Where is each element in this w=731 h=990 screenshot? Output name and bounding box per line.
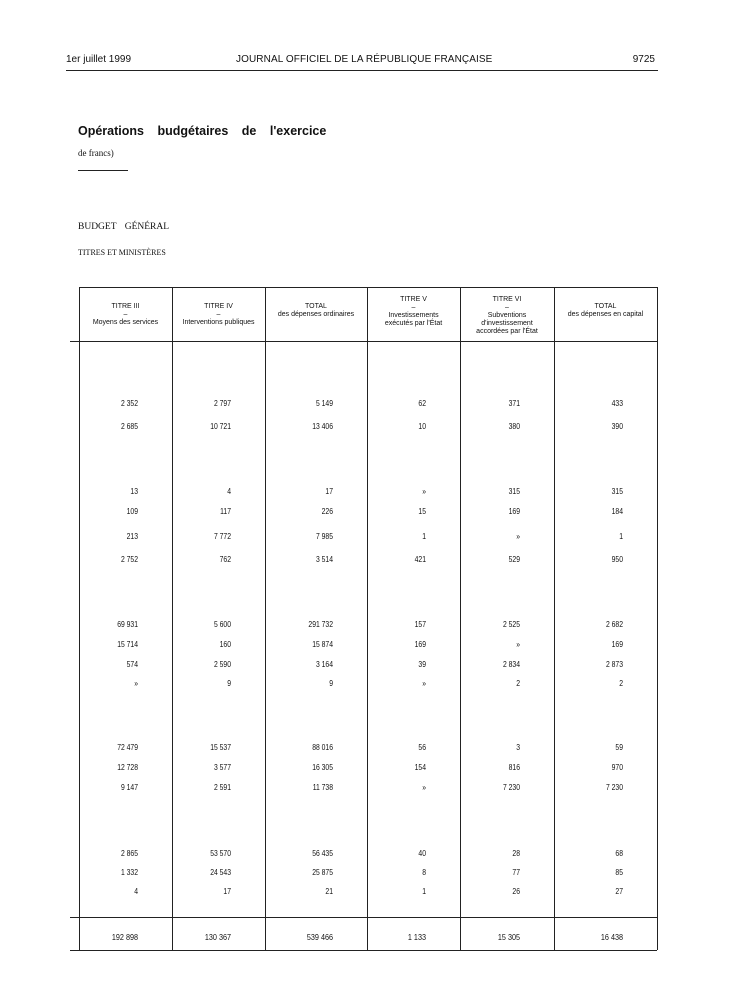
column-header-line: Moyens des services (92, 319, 159, 326)
table-cell: » (516, 640, 520, 649)
subsection-heading: TITRES ET MINISTÈRES (78, 248, 166, 257)
table-cell: 117 (220, 507, 231, 516)
column-header-line: TOTAL (594, 303, 617, 310)
table-cell: 8 (422, 868, 426, 877)
column-header-line: accordées par l'État (476, 328, 538, 335)
table-cell: 12 728 (117, 763, 138, 772)
table-cell: 169 (414, 640, 426, 649)
table-cell: 390 (611, 422, 623, 431)
table-cell: » (422, 487, 426, 496)
column-divider (657, 287, 658, 950)
column-header-line: – (411, 304, 416, 311)
total-cell: 130 367 (204, 932, 231, 942)
table-cell: 17 (325, 487, 333, 496)
column-header-line: TITRE IV (204, 303, 233, 310)
table-cell: 72 479 (117, 743, 138, 752)
table-cell: 15 714 (117, 640, 138, 649)
table-cell: 2 797 (213, 399, 231, 408)
table-cell: 10 (418, 422, 426, 431)
table-cell: 1 (422, 532, 426, 541)
table-cell: 2 352 (120, 399, 138, 408)
column-header-line: – (123, 311, 128, 318)
column-header (172, 303, 265, 327)
table-cell: 762 (219, 555, 231, 564)
column-divider (554, 287, 555, 950)
table-cell: 574 (126, 660, 138, 669)
header-date: 1er juillet 1999 (66, 54, 132, 65)
table-cell: 2 873 (605, 660, 623, 669)
table-cell: 5 600 (213, 620, 231, 629)
column-divider (460, 287, 461, 950)
header-page-number: 9725 (632, 54, 655, 65)
table-cell: 15 537 (210, 743, 231, 752)
table-cell: 4 (227, 487, 231, 496)
document-subtitle: de francs) (78, 148, 114, 158)
table-cell: 15 (418, 507, 426, 516)
table-cell: 2 834 (502, 660, 520, 669)
table-cell: 169 (508, 507, 520, 516)
column-header-line: Interventions publiques (182, 319, 255, 326)
column-header-line: TITRE III (111, 303, 140, 310)
table-cell: 7 230 (502, 783, 520, 792)
table-cell: » (422, 679, 426, 688)
table-cell: 69 931 (117, 620, 138, 629)
column-header (554, 303, 657, 319)
table-cell: » (422, 783, 426, 792)
table-cell: 53 570 (210, 849, 231, 858)
column-header-line: TITRE V (400, 296, 427, 303)
table-cell: 157 (414, 620, 426, 629)
table-cell: 9 147 (120, 783, 138, 792)
table-cell: 226 (321, 507, 333, 516)
table-cell: 7 772 (213, 532, 231, 541)
table-cell: 2 525 (502, 620, 520, 629)
table-cell: 15 874 (312, 640, 333, 649)
table-cell: 39 (418, 660, 426, 669)
document-title: Opérations budgétaires de l'exercice (78, 124, 327, 138)
table-cell: 40 (418, 849, 426, 858)
table-total-rule (70, 917, 657, 918)
table-cell: 77 (512, 868, 520, 877)
table-cell: 59 (615, 743, 623, 752)
table-cell: 10 721 (210, 422, 231, 431)
column-header-line: – (216, 311, 221, 318)
table-cell: 56 (418, 743, 426, 752)
column-divider (172, 287, 173, 950)
total-cell: 1 133 (407, 932, 426, 942)
column-header-line: Investissements (388, 312, 439, 319)
table-cell: 2 (619, 679, 623, 688)
table-cell: 950 (611, 555, 623, 564)
table-cell: 5 149 (315, 399, 333, 408)
table-cell: 9 (329, 679, 333, 688)
table-cell: 26 (512, 887, 520, 896)
table-cell: 7 985 (315, 532, 333, 541)
table-cell: 1 332 (120, 868, 138, 877)
table-cell: 160 (219, 640, 231, 649)
table-cell: 27 (615, 887, 623, 896)
table-cell: 13 406 (312, 422, 333, 431)
table-cell: 16 305 (312, 763, 333, 772)
table-cell: 433 (611, 399, 623, 408)
table-cell: 213 (126, 532, 138, 541)
table-cell: 529 (508, 555, 520, 564)
table-cell: 1 (422, 887, 426, 896)
table-cell: 371 (508, 399, 520, 408)
table-cell: 24 543 (210, 868, 231, 877)
table-cell: 1 (619, 532, 623, 541)
table-cell: 970 (611, 763, 623, 772)
table-cell: 17 (223, 887, 231, 896)
column-divider (265, 287, 266, 950)
header-journal-title: JOURNAL OFFICIEL DE LA RÉPUBLIQUE FRANÇAISE (236, 54, 493, 65)
table-cell: 13 (130, 487, 138, 496)
table-cell: 315 (611, 487, 623, 496)
table-cell: 9 (227, 679, 231, 688)
table-cell: 380 (508, 422, 520, 431)
table-cell: 816 (508, 763, 520, 772)
table-cell: 2 865 (120, 849, 138, 858)
table-cell: 2 (516, 679, 520, 688)
table-cell: 56 435 (312, 849, 333, 858)
column-header (460, 296, 554, 336)
total-cell: 192 898 (111, 932, 138, 942)
table-bottom-rule (70, 950, 657, 951)
table-cell: 154 (414, 763, 426, 772)
table-cell: 184 (611, 507, 623, 516)
column-header-line: des dépenses ordinaires (277, 311, 355, 318)
column-header-line: – (505, 304, 509, 311)
table-cell: 421 (414, 555, 426, 564)
table-cell: 11 738 (312, 783, 333, 792)
table-cell: 21 (325, 887, 333, 896)
table-cell: 88 016 (312, 743, 333, 752)
table-cell: 169 (611, 640, 623, 649)
table-cell: 291 732 (308, 620, 333, 629)
table-cell: 4 (134, 887, 138, 896)
table-cell: 7 230 (605, 783, 623, 792)
table-cell: 2 590 (213, 660, 231, 669)
table-cell: 2 752 (120, 555, 138, 564)
table-top-rule (79, 287, 657, 288)
table-cell: 109 (126, 507, 138, 516)
table-cell: 2 685 (120, 422, 138, 431)
column-header-line: exécutés par l'État (384, 320, 443, 327)
table-cell: 25 875 (312, 868, 333, 877)
table-cell: 3 577 (213, 763, 231, 772)
section-heading: BUDGET GÉNÉRAL (78, 222, 170, 232)
table-cell: 3 514 (315, 555, 333, 564)
table-cell: 2 682 (605, 620, 623, 629)
column-header (367, 296, 460, 328)
column-header-line: Subventions d'investissement (481, 312, 533, 327)
column-header-line: TITRE VI (492, 296, 522, 303)
column-divider (79, 287, 80, 950)
total-cell: 16 438 (600, 932, 623, 942)
table-cell: 68 (615, 849, 623, 858)
table-cell: 85 (615, 868, 623, 877)
table-cell: 315 (508, 487, 520, 496)
column-header-line: TOTAL (305, 303, 327, 310)
column-header (79, 303, 172, 327)
total-cell: 539 466 (306, 932, 333, 942)
table-cell: » (134, 679, 138, 688)
table-cell: 2 591 (213, 783, 231, 792)
table-cell: 3 164 (315, 660, 333, 669)
total-cell: 15 305 (497, 932, 520, 942)
column-header-line: des dépenses en capital (567, 311, 644, 318)
table-header-rule (70, 341, 657, 342)
column-header (265, 303, 367, 319)
column-divider (367, 287, 368, 950)
table-cell: 62 (418, 399, 426, 408)
table-cell: 3 (516, 743, 520, 752)
table-cell: » (516, 532, 520, 541)
table-cell: 28 (512, 849, 520, 858)
